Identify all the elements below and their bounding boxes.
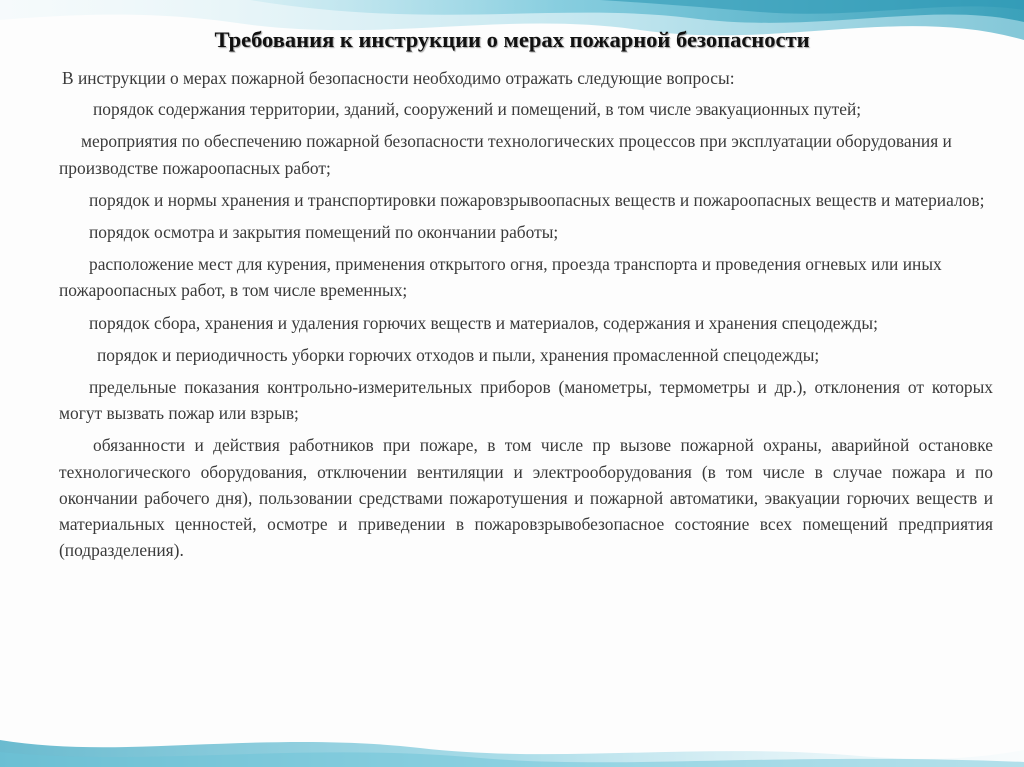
slide-body — [59, 65, 993, 569]
intro-text: В инструкции о мерах пожарной безопасности необходимо отражать следующие вопросы: — [62, 68, 735, 88]
slide-title: Требования к инструкции о мерах пожарной безопасности — [214, 27, 810, 52]
list-item: расположение мест для курения, применения открытого огня, проезда транспорта и проведения огневых или иных пожароопасных работ, в том числе временных; — [59, 254, 942, 301]
list-item: порядок сбора, хранения и удаления горючих веществ и материалов, содержания и хранения спецодежды; — [89, 312, 878, 333]
list-item: порядок и периодичность уборки горючих отходов и пыли, хранения промасленной спецодежды; — [97, 344, 820, 365]
list-item: порядок осмотра и закрытия помещений по окончании работы; — [89, 222, 559, 243]
list-item: обязанности и действия работников при пожаре, в том числе пр вызове пожарной охраны, аварийной остановке технологического оборудования, отключении вентиляции и электрооборудования (в том числе в случае пожара и по окончании рабочего дня), пользовании средствами пожаротушения и пожарной автоматики, эвакуации горючих веществ и материальных ценностей, осмотре и приведении в пожаровзрывобезопасное состояние всех помещений предприятия (подразделения). — [59, 435, 993, 561]
list-item: порядок и нормы хранения и транспортировки пожаровзрывоопасных веществ и пожароопасных веществ и материалов; — [89, 189, 985, 210]
list-item: мероприятия по обеспечению пожарной безопасности технологических процессов при эксплуатации оборудования и производстве пожароопасных работ; — [59, 131, 952, 178]
list-item: порядок содержания территории, зданий, сооружений и помещений, в том числе эвакуационных путей; — [93, 99, 862, 120]
list-item: предельные показания контрольно-измерительных приборов (манометры, термометры и др.), отклонения от которых могут вызвать пожар или взрыв; — [59, 377, 993, 424]
